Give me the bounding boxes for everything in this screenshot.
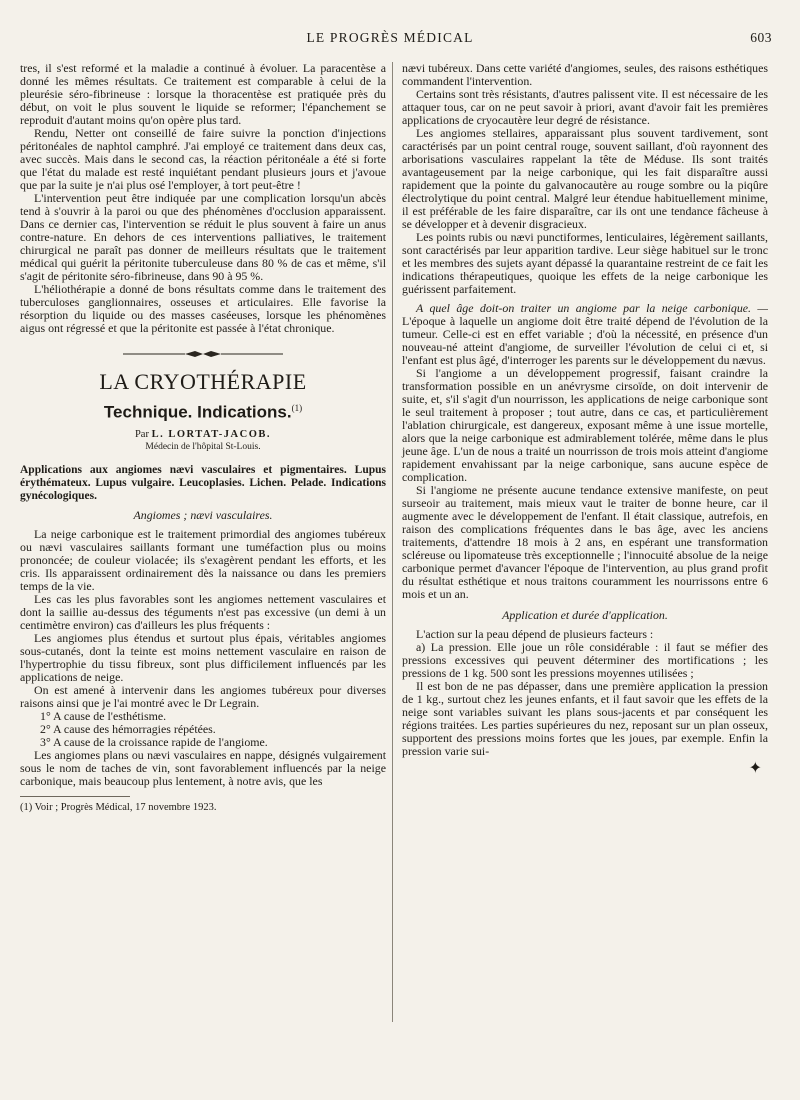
paragraph: Il est bon de ne pas dépasser, dans une première application la pression de 1 kg., surtout chez les jeunes enfants, et il faut savoir que les effets de la neige sont variables suivant les plans sous-jacents et par conséquent les régions traitées. Les parties supérieures du nez, reposant sur un plan osseux, supportent des pressions moins fortes que les joues, par exemple. Enfin la pression varie sui- [402,679,768,758]
byline [20,428,386,441]
subheading: Application et durée d'application. [502,608,668,622]
paragraph: Les points rubis ou nævi punctiformes, lenticulaires, légèrement saillants, sont caractérisés par leur apparition tardive. Leur siège habituel sur le tronc et les membres des sujets ayant dépassé la quarantaine restreint de ce fait les indications thérapeutiques, quoique les effets de la neige carbonique les guérissent parfaitement. [402,230,768,296]
section-ornament [20,349,386,359]
subheading: Angiomes ; nævi vasculaires. [133,507,273,522]
paragraph: Rendu, Netter ont conseillé de faire suivre la ponction d'injections péritonéales de naphtol camphré. J'ai employé ce traitement dans deux cas, avec succès. Mais dans le second cas, la réaction péritonéale a été si forte que l'état du malade est resté inquiétant pendant plusieurs jours et j'avoue que par la suite je n'ai plus osé l'employer, à tort peut-être ! [20,126,386,192]
paragraph: nævi tubéreux. Dans cette variété d'angiomes, seules, des raisons esthétiques commandent l'intervention. [402,61,768,88]
list-item: 3° A cause de la croissance rapide de l'angiome. [40,734,268,749]
end-ornament-icon: ✦ [748,760,762,777]
right-column [402,62,768,775]
paragraph: La neige carbonique est le traitement primordial des angiomes tubéreux ou nævi vasculaires saillants formant une tuméfaction plus ou moins prononcée; de couleur violacée; ils s'exagèrent pendant les efforts, et les cris. Ils apparaissent ordinairement dès la naissance ou dans les premiers temps de la vie. [20,526,386,593]
paragraph: Si l'angiome a un développement progressif, faisant craindre la transformation possible en un anévrysme cirsoïde, on doit intervenir de suite, et, s'il s'agit d'un nourrisson, les applications de neige carbonique sont le seul traitement à proposer ; tout autre, dans ce cas, et particulièrement l'ablation chirurgicale, est dangereux, exposant même à une issue mortelle, alors que la neige carbonique est admirablement tolérée, même dans le plus jeune âge. L'un de nous a traité un nourrisson de trois mois atteint d'angiome rapidement envahissant par la neige carbonique, sans aucune espèce de complication. [402,366,768,484]
paragraph: L'intervention peut être indiquée par une complication lorsqu'un abcès tend à s'ouvrir à la paroi ou que des phénomènes d'occlusion apparaissent. Dans ce dernier cas, l'intervention se réduit le plus souvent à faire un anus contre-nature. En dehors de ces interventions palliatives, le traitement chirurgical ne paraît pas donner de meilleurs résultats que le traitement médical qui guérit la péritonite tuberculeuse dans 80 % de cas et même, s'il s'agit de péritonite séro-fibrineuse, dans 90 à 95 %. [20,191,386,283]
paragraph: Les angiomes stellaires, apparaissant plus souvent tardivement, sont caractérisés par un point central rouge, souvent saillant, d'où rayonnent des arborisations vasculaires rappelant la tête de Méduse. Ils sont traités avantageusement par la neige carbonique, qui les fait disparaître aussi rapidement que la pointe du galvanocautère au rouge sombre ou la piqûre électrolytique du point central. Malgré leur étendue habituellement minime, il est préférable de les faire disparaître, car ils ont une tendance fâcheuse à se développer et à devenir disgracieux. [402,126,768,231]
footnote-rule [20,796,130,797]
paragraph: Si l'angiome ne présente aucune tendance extensive manifeste, on peut surseoir au traitement, mais mieux vaut le traiter de bonne heure, car il augmente avec le développement de l'enfant. Il était classique, autrefois, en raison des complications fréquentes dans le bas âge, avec les anciens traitements, d'attendre 18 mois à 2 ans, en espérant une transformation scléreuse ou lipomateuse très exceptionnelle ; l'innocuité absolue de la neige carbonique permet d'avancer l'époque de l'intervention, au plus grand profit du résultat esthétique et nous traitons couramment les nourrissons entre 6 mois et un an. [402,483,768,601]
author-affiliation: Médecin de l'hôpital St-Louis. [145,441,261,452]
italic-lead: A quel âge doit-on traiter un angiome par la neige carbonique. — [416,301,768,315]
author-name: L. LORTAT-JACOB. [151,428,272,440]
paragraph: L'action sur la peau dépend de plusieurs facteurs : [416,627,654,641]
paragraph: Les cas les plus favorables sont les angiomes nettement vasculaires et dont la saillie au-dessus des téguments n'est pas excessive (un demi à un centimètre environ) cas d'ailleurs les plus fréquents : [20,591,386,632]
column-divider [392,62,393,1022]
list-item: 2° A cause des hémorragies répétées. [40,721,216,736]
list-item: 1° A cause de l'esthétisme. [40,708,167,723]
paragraph: tres, il s'est reformé et la maladie a continué à évoluer. La paracentèse a donné les mêmes résultats. Ce traitement est comparable à celui de la pleurésie séro-fibrineuse : lorsque la thoracentèse est pratiquée près du début, on voit le plus souvent le liquide se reformer; l'épanchement se reproduit d'autant moins qu'on opère plus tard. [20,61,386,127]
journal-title: LE PROGRÈS MÉDICAL [306,30,474,45]
paragraph: Les angiomes plus étendus et surtout plus épais, véritables angiomes sous-cutanés, dont la teinte est moins nettement vasculaire en raison de l'hypertrophie du tissu fibreux, sont plus difficilement influencés par les applications de neige. [20,630,386,684]
article-title: LA CRYOTHÉRAPIE [99,369,307,394]
article-subtitle [20,397,386,424]
paragraph: L'héliothérapie a donné de bons résultats comme dans le traitement des tuberculoses ganglionnaires, osseuses et articulaires. Elle favorise la résorption du liquide ou des masses caséeuses, lorsque les phénomènes aigus ont régressé et que la péritonite est passée à l'état chronique. [20,282,386,335]
left-column [20,62,386,814]
reason-list [20,710,386,749]
paragraph-body: L'époque à laquelle un angiome doit être traité dépend de l'évolution de la tumeur. Celle-ci est en effet variable ; d'où la nécessité, en présence d'un nouveau-né atteint d'angiome, de surveiller l'évolution de celui ci et, si l'enfant est plus âgé, d'interroger les parents sur le développement du nævus. [402,314,768,367]
footnote-marker: (1) [291,403,303,413]
paragraph: On est amené à intervenir dans les angiomes tubéreux pour diverses raisons ainsi que je l'ai montré avec le Dr Legrain. [20,682,386,710]
article-abstract: Applications aux angiomes nævi vasculaires et pigmentaires. Lupus érythémateux. Lupus vulgaire. Leucoplasies. Lichen. Pelade. Indications gynécologiques. [20,463,386,502]
footnote: (1) Voir ; Progrès Médical, 17 novembre 1923. [20,801,217,813]
paragraph: Les angiomes plans ou nævi vasculaires en nappe, désignés vulgairement sous le nom de taches de vin, sont favorablement influencés par la neige carbonique, mais beaucoup plus lentement, à notre avis, que les [20,747,386,788]
byline-prefix: Par [134,428,149,440]
paragraph-with-lead [402,302,768,367]
paragraph: Certains sont très résistants, d'autres palissent vite. Il est nécessaire de les attaquer tous, car on ne peut savoir à priori, avant d'avoir fait les premières applications de cryocautère leur degré de résistance. [402,87,768,127]
page-number: 603 [750,30,772,45]
paragraph: a) La pression. Elle joue un rôle considérable : il faut se méfier des pressions excessives qui peuvent déterminer des mortifications ; les pressions de 1 kg. 500 sont les pressions moyennes utilisées ; [402,640,768,680]
article-subtitle-text: Technique. Indications. [103,402,292,422]
